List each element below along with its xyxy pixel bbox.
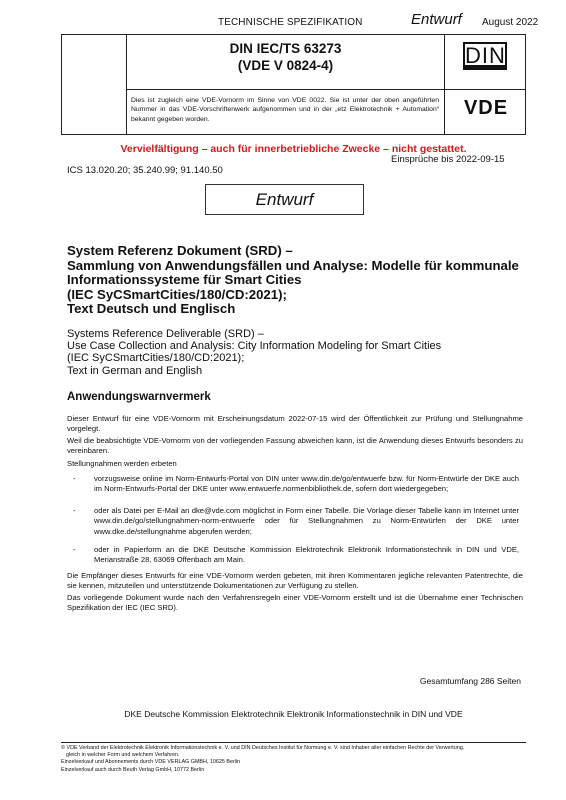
title-line: System Referenz Dokument (SRD) – <box>67 243 293 258</box>
section-heading: Anwendungswarnvermerk <box>67 391 211 403</box>
list-item-text: oder in Papierform an die DKE Deutsche Kommission Elektrotechnik Elektronik Informationstechnik in DIN und VDE, Merianstraße 28, 63069 Offenbach am Main. <box>94 545 519 565</box>
title-line: (IEC SyCSmartCities/180/CD:2021); <box>67 286 287 302</box>
title-english <box>67 328 527 377</box>
vde-note: Dies ist zugleich eine VDE-Vornorm im Sinne von VDE 0022. Sie ist unter der oben angeführten Nummer in das VDE-Vorschriftenwerk aufgenommen und in der „etz Elektrotechnik + Automation“ bekannt gegeben worden. <box>131 97 439 123</box>
objection-deadline: Einsprüche bis 2022-09-15 <box>391 154 505 165</box>
ics-codes: ICS 13.020.20; 35.240.99; 91.140.50 <box>67 165 223 176</box>
title-line: Use Case Collection and Analysis: City Information Modeling for Smart Cities <box>67 340 442 353</box>
footer-divider <box>61 742 526 743</box>
draft-label: Entwurf <box>411 11 462 28</box>
copyright-line: © VDE Verband der Elektrotechnik Elektronik Informationstechnik e. V. und DIN Deutsches Institut für Normung e. V. sind Inhaber aller einfachen Rechte der Verwertung, <box>61 745 465 751</box>
list-item-text: vorzugsweise online im Norm-Entwurfs-Portal von DIN unter www.din.de/go/entwuerfe bzw. für Norm-Entwürfe der DKE auch im Norm-Entwurfs-Portal der DKE unter www.entwuerfe.normenbibliothek.de, sofern dort wiedergegeben; <box>94 474 519 494</box>
total-pages: Gesamtumfang 286 Seiten <box>419 676 521 686</box>
copyright-line: Einzelverkauf auch durch Beuth Verlag GmbH, 10772 Berlin <box>61 766 205 773</box>
vde-logo: VDE <box>463 97 509 119</box>
standard-number <box>127 40 444 74</box>
list-item-text: oder als Datei per E-Mail an dke@vde.com möglichst in Form einer Tabelle. Die Vorlage dieser Tabelle kann im Internet unter www.din.de/go/stellungnahmen-norm-entwuerfe oder für Stellungnahmen zu Norm-Entwürfen der DKE unter www.dke.de/stellungnahme abgerufen werden; <box>94 506 519 536</box>
copyright-line: gleich in welcher Form und welchem Verfahren. <box>66 752 180 759</box>
standard-number-din: DIN IEC/TS 63273 <box>229 41 342 56</box>
paragraph: Weil die beabsichtigte VDE-Vornorm von der vorliegenden Fassung abweichen kann, ist die Anwendung dieses Entwurfs besonders zu vereinbaren. <box>67 436 523 456</box>
title-line: Systems Reference Deliverable (SRD) – <box>67 328 264 340</box>
din-logo: DIN <box>465 43 506 68</box>
standard-number-vde: (VDE V 0824-4) <box>237 58 334 73</box>
frame-divider <box>126 89 526 90</box>
bullet-dash: - <box>73 474 76 483</box>
bullet-dash: - <box>73 545 76 554</box>
title-line: Text in German and English <box>67 364 203 377</box>
copy-warning: Vervielfältigung – auch für innerbetriebliche Zwecke – nicht gestattet. <box>120 143 467 155</box>
publication-date: August 2022 <box>482 17 539 28</box>
paragraph: Dieser Entwurf für eine VDE-Vornorm mit Erscheinungsdatum 2022-07-15 wird der Öffentlichkeit zur Prüfung und Stellungnahme vorgelegt. <box>67 414 523 434</box>
draft-box: Entwurf <box>205 184 364 215</box>
title-line: (IEC SyCSmartCities/180/CD:2021); <box>67 352 245 365</box>
copyright-line: Einzelverkauf und Abonnements durch VDE VERLAG GMBH, 10625 Berlin <box>61 759 241 766</box>
title-line: Sammlung von Anwendungsfällen und Analyse: Modelle für kommunale <box>67 257 519 273</box>
paragraph: Die Empfänger dieses Entwurfs für eine VDE-Vornorm werden gebeten, mit ihren Kommentaren jegliche relevanten Patentrechte, die sie kennen, mitzuteilen und unterstützende Dokumentationen zur Verfügung zu stellen. <box>67 571 523 591</box>
frame-divider <box>444 34 445 135</box>
paragraph: Das vorliegende Dokument wurde nach den Verfahrensregeln einer VDE-Vornorm erstellt und ist die Übernahme einer Technischen Spezifikation der IEC (IEC SRD). <box>67 593 523 613</box>
title-line: Informationssysteme für Smart Cities <box>67 272 302 287</box>
title-line: Text Deutsch und Englisch <box>67 301 236 316</box>
paragraph: Stellungnahmen werden erbeten <box>67 459 177 468</box>
title-german <box>67 244 527 317</box>
copyright-notice <box>61 745 531 774</box>
document-type-label: TECHNISCHE SPEZIFIKATION <box>218 17 363 28</box>
bullet-dash: - <box>73 506 76 515</box>
footer-organization: DKE Deutsche Kommission Elektrotechnik Elektronik Informationstechnik in DIN und VDE <box>124 709 463 719</box>
